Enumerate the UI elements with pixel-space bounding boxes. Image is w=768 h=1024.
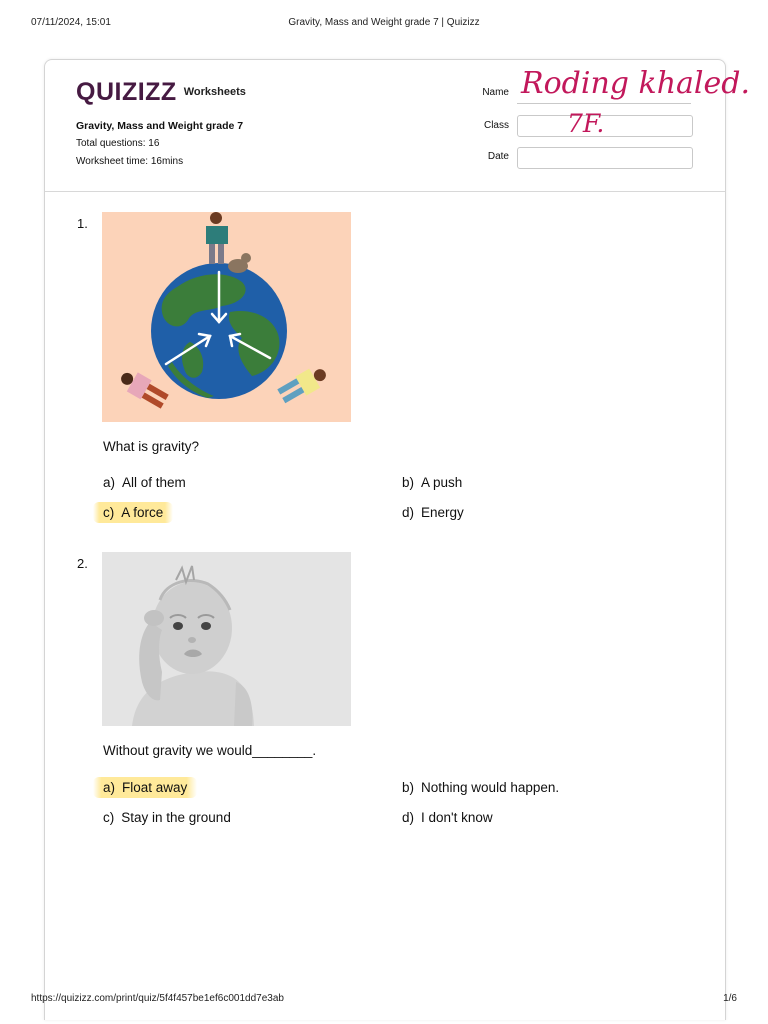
option-text: Energy <box>421 505 464 520</box>
option-letter: b) <box>402 475 415 490</box>
total-questions: Total questions: 16 <box>76 138 160 149</box>
question-2-option-d[interactable] <box>402 810 493 825</box>
class-handwritten-value: 7F. <box>567 109 605 138</box>
worksheet-card <box>44 59 750 1020</box>
option-letter: c) <box>103 505 115 520</box>
question-2-option-a[interactable] <box>103 780 197 795</box>
question-1-image <box>102 212 351 422</box>
brand <box>76 79 246 105</box>
highlighted-answer <box>93 502 173 523</box>
option-letter: b) <box>402 780 415 795</box>
earth-gravity-illustration <box>102 212 351 422</box>
class-field[interactable] <box>517 115 693 137</box>
name-label: Name <box>482 87 509 98</box>
print-datetime: 07/11/2024, 15:01 <box>31 17 111 28</box>
name-field[interactable] <box>517 103 691 104</box>
question-1-number: 1. <box>77 216 88 231</box>
print-page-title: Gravity, Mass and Weight grade 7 | Quizizz <box>288 17 480 28</box>
question-1-option-a[interactable] <box>103 475 186 490</box>
option-text: Nothing would happen. <box>421 780 560 795</box>
worksheet-time: Worksheet time: 16mins <box>76 156 184 167</box>
date-field[interactable] <box>517 147 693 169</box>
highlighted-answer <box>93 777 197 798</box>
date-label: Date <box>487 151 509 162</box>
name-handwritten-value: Roding khaled. <box>521 66 750 101</box>
option-text: I don't know <box>421 810 493 825</box>
option-text: All of them <box>122 475 186 490</box>
question-1-option-c[interactable] <box>103 505 173 520</box>
option-text: Float away <box>122 780 188 795</box>
worksheet-title: Gravity, Mass and Weight grade 7 <box>76 120 244 132</box>
option-letter: a) <box>103 780 116 795</box>
class-label: Class <box>483 120 509 131</box>
question-1-text: What is gravity? <box>103 439 200 454</box>
option-letter: d) <box>402 505 415 520</box>
question-2-option-c[interactable] <box>103 810 231 825</box>
baby-photo <box>102 552 351 726</box>
option-letter: c) <box>103 810 115 825</box>
option-letter: a) <box>103 475 116 490</box>
brand-subtitle: Worksheets <box>183 86 246 98</box>
question-1-option-b[interactable] <box>402 475 462 490</box>
worksheet-header <box>45 60 750 192</box>
question-2-image <box>102 552 351 726</box>
option-text: A push <box>421 475 463 490</box>
question-2-number: 2. <box>77 556 88 571</box>
question-2-text: Without gravity we would________. <box>103 743 317 758</box>
option-letter: d) <box>402 810 415 825</box>
print-url: https://quizizz.com/print/quiz/5f4f457be1ef6c001dd7e3ab <box>31 993 284 1004</box>
question-2-option-b[interactable] <box>402 780 559 795</box>
question-1-option-d[interactable] <box>402 505 464 520</box>
option-text: A force <box>121 505 164 520</box>
option-text: Stay in the ground <box>121 810 231 825</box>
quizizz-logo: QUIZIZZ <box>76 78 177 106</box>
page-number: 1/6 <box>723 993 737 1004</box>
print-footer <box>31 993 737 1007</box>
print-header <box>31 17 737 31</box>
